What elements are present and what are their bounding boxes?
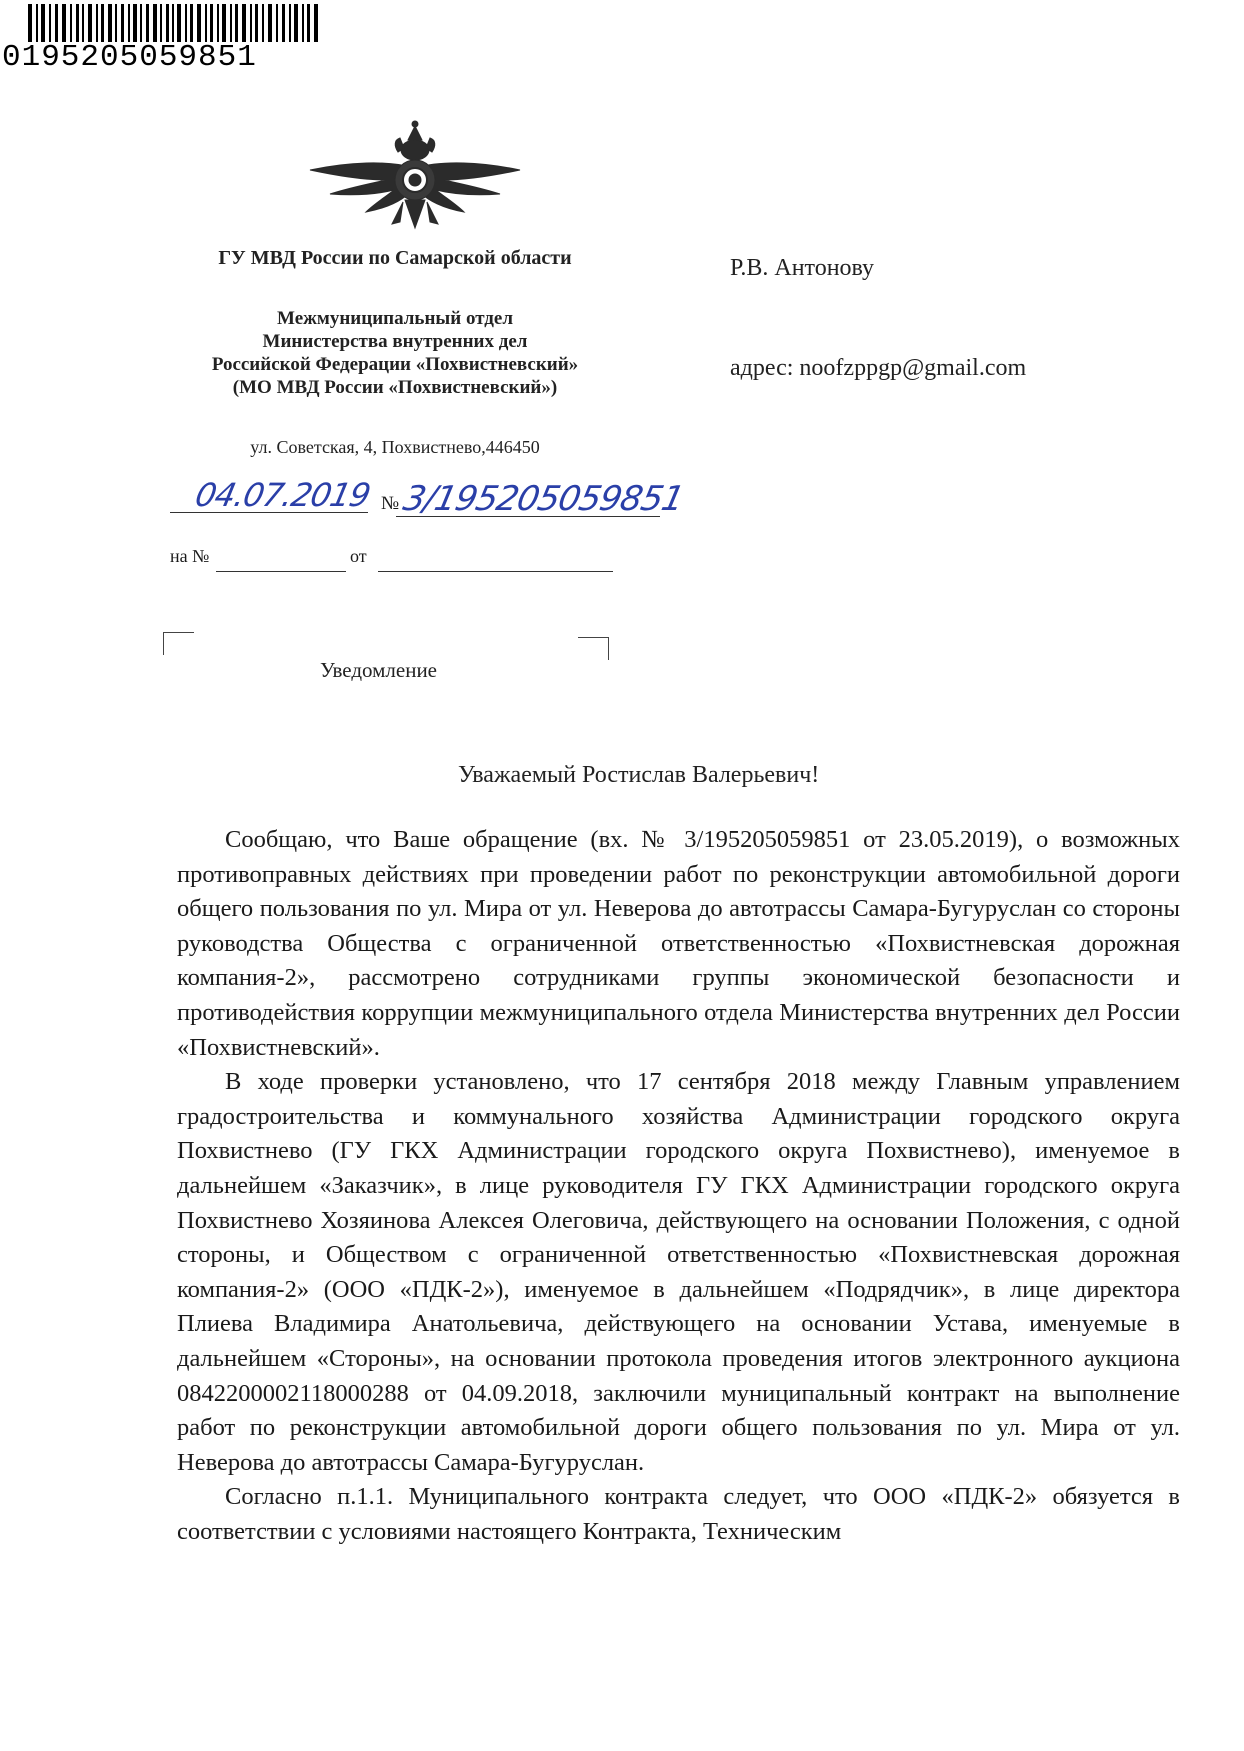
dept-line: Российской Федерации «Похвистневский»: [211, 354, 579, 375]
corner-mark-left: [163, 632, 194, 655]
letter-paragraph: Сообщаю, что Ваше обращение (вх. № 3/195205059851 от 23.05.2019), о возможных противоправных действиях при проведении работ по реконструкции автомобильной дороги общего пользования по ул. Мира от ул. Неверова до автотрассы Самара-Бугуруслан со стороны руководства Общества с ограниченной ответственностью «Похвистневская дорожная компания-2», рассмотрено сотрудниками группы экономической безопасности и противодействия коррупции межмуниципального отдела Министерства внутренних дел России «Похвистневский».: [177, 826, 1180, 1061]
letter-paragraph: В ходе проверки установлено, что 17 сентября 2018 между Главным управлением градостроительства и коммунального хозяйства Администрации городского округа Похвистнево (ГУ ГКХ Администрации городского округа Похвистнево), именуемое в дальнейшем «Заказчик», в лице руководителя ГУ ГКХ Администрации городского округа Похвистнево Хозяинова Алексея Олеговича, действующего на основании Положения, с одной стороны, и Обществом с ограниченной ответственностью «Похвистневская дорожная компания-2» (ООО «ПДК-2»), именуемое в дальнейшем «Подрядчик», в лице директора Плиева Владимира Анатольевича, действующего на основании Устава, именуемые в дальнейшем «Стороны», на основании протокола проведения итогов электронного аукциона 0842200002118000288 от 04.09.2018, заключили муниципальный контракт на выполнение работ по реконструкции автомобильной дороги общего пользования по ул. Мира от ул. Неверова до автотрассы Самара-Бугуруслан.: [177, 1068, 1180, 1476]
ref-date-underline: [378, 571, 613, 572]
number-prefix: №: [381, 493, 400, 514]
barcode: [0, 0, 320, 82]
department-block: [160, 307, 630, 399]
org-title: ГУ МВД России по Самарской области: [218, 247, 572, 269]
ref-label: на №: [170, 546, 210, 566]
corner-mark-right: [578, 637, 609, 660]
notice-label: Уведомление: [320, 658, 438, 682]
handwritten-number: 3/195205059851: [399, 479, 687, 519]
ref-from-label: от: [350, 546, 367, 566]
recipient-email: адрес: noofzppgp@gmail.com: [730, 355, 1027, 381]
barcode-number: 0195205059851: [2, 40, 257, 75]
barcode-bars: [0, 4, 320, 42]
ref-number-underline: [216, 571, 346, 572]
dept-line: Межмуниципальный отдел: [277, 308, 513, 329]
dept-line: Министерства внутренних дел: [262, 331, 528, 352]
handwritten-date: 04.07.2019: [191, 476, 374, 514]
letter-body: [177, 823, 1180, 1549]
letter-paragraph: Согласно п.1.1. Муниципального контракта следует, что ООО «ПДК-2» обязуется в соответствии с условиями настоящего Контракта, Техническим: [177, 1483, 1180, 1545]
mvd-emblem-icon: [308, 120, 522, 232]
recipient-name: Р.В. Антонову: [730, 255, 875, 281]
dept-line: (МО МВД России «Похвистневский»): [232, 377, 558, 398]
org-address: ул. Советская, 4, Похвистнево,446450: [250, 437, 540, 457]
letter-greeting: Уважаемый Ростислав Валерьевич!: [458, 762, 820, 788]
